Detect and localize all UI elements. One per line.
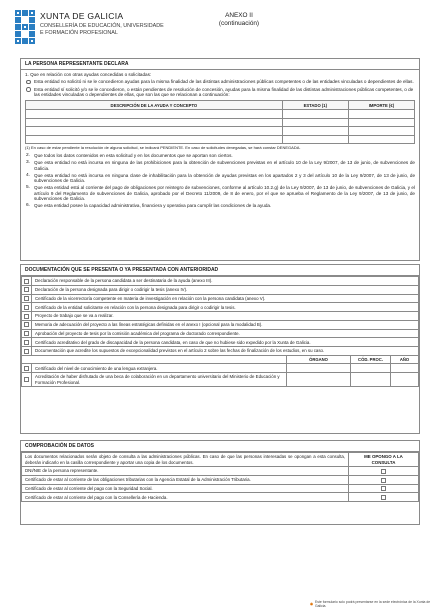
year-input[interactable] <box>391 364 419 373</box>
sede-icon: ◉ <box>310 602 313 607</box>
document-header <box>14 9 426 53</box>
aid-table <box>25 100 415 144</box>
radio-button[interactable] <box>26 80 31 85</box>
data-check-table <box>21 452 419 502</box>
doc-label: Memoria de adecuación del proyecto a las líneas estratégicas definidas en el anexo I (opcional para la modalidad B). <box>32 320 419 329</box>
declaration-item: 3. Que esta entidad no está incursa en ninguna de las prohibiciones para la obtención de subvenciones previstas en el artículo 10 de la Ley 9/2007, de 13 de junio, de subvenciones de Galicia. <box>26 159 415 171</box>
annex-title: ANEXO II <box>225 12 253 19</box>
aid-cell[interactable] <box>26 135 283 144</box>
aid-col-status: ESTADO (1) <box>282 101 348 110</box>
doc-label: Certificado acreditativo del grado de discapacidad de la persona candidata, en caso de que no hubiese sido expedido por la Xunta de Galicia. <box>32 338 419 347</box>
checkbox[interactable] <box>24 296 29 301</box>
aid-option-yes[interactable] <box>25 87 415 98</box>
oppose-checkbox-cell[interactable] <box>349 493 419 502</box>
oppose-checkbox-cell[interactable] <box>349 467 419 476</box>
org-department <box>40 23 210 37</box>
declaration-item: 4. Que esta entidad no está incursa en ninguna clase de inhabilitación para la obtención de ayudas previstas en los apartados 2 y 3 del artículo 10 de la Ley 9/2007, de 13 de junio, de subvenciones de Galicia. <box>26 172 415 184</box>
doc-label: Certificado de la vicerrectoría competente en materia de investigación en relación con la persona candidata (anexo V). <box>32 294 419 303</box>
doc-checkbox-cell[interactable] <box>22 312 32 321</box>
footer <box>310 600 434 608</box>
declaration-item: 2. Que todos los datos contenidos en esta solicitud y en los documentos que se aportan son ciertos. <box>26 152 233 158</box>
checkbox[interactable] <box>24 331 29 336</box>
doc-checkbox-cell[interactable] <box>22 373 32 387</box>
annex-subtitle: (continuación) <box>218 20 260 28</box>
footer-text: Este formulario solo podrá presentarse en la sede electrónica de la Xunta de Galicia. <box>314 600 431 609</box>
oppose-checkbox-cell[interactable] <box>349 484 419 493</box>
org-dept-line1: CONSELLERÍA DE EDUCACIÓN, UNIVERSIDADE <box>40 23 164 30</box>
proc-code-input[interactable] <box>351 364 391 373</box>
doc-checkbox-cell[interactable] <box>22 347 32 356</box>
aid-cell[interactable] <box>282 118 348 127</box>
oppose-checkbox-cell[interactable] <box>349 475 419 484</box>
doc-subheader-row <box>22 355 419 364</box>
checkbox[interactable] <box>24 279 29 284</box>
aid-cell[interactable] <box>282 127 348 136</box>
doc-label: Aprobación del proyecto de tesis por la comisión académica del programa de doctorado correspondiente. <box>32 329 419 338</box>
doc-row <box>22 303 419 312</box>
documentation-section <box>20 264 420 434</box>
data-check-label: DNI/NIE de la persona representante. <box>22 467 349 476</box>
checkbox[interactable] <box>24 287 29 292</box>
doc-checkbox-cell[interactable] <box>22 329 32 338</box>
declaration-section <box>20 58 420 261</box>
question-1: 1. Que en relación con otras ayudas concedidas o solicitadas: <box>25 72 152 78</box>
org-block <box>40 11 210 37</box>
aid-cell[interactable] <box>26 110 283 119</box>
organ-input[interactable] <box>287 373 351 387</box>
doc-label: Declaración de la persona designada para dirigir o codirigir la tesis (anexo IV). <box>32 285 419 294</box>
aid-cell[interactable] <box>348 127 414 136</box>
doc-row <box>22 373 419 387</box>
doc-row <box>22 294 419 303</box>
doc-row <box>22 338 419 347</box>
checkbox[interactable] <box>24 340 29 345</box>
aid-cell[interactable] <box>348 118 414 127</box>
aid-col-description: DESCRIPCIÓN DE LA AYUDA Y CONCEPTO <box>26 101 283 110</box>
checkbox[interactable] <box>381 495 386 500</box>
doc-row <box>22 364 419 373</box>
doc-checkbox-cell[interactable] <box>22 277 32 286</box>
doc-checkbox-cell[interactable] <box>22 338 32 347</box>
xunta-cross-icon <box>14 9 36 49</box>
doc-label: Certificado de la entidad solicitante en relación con la persona designada para dirigir o codirigir la tesis. <box>32 303 419 312</box>
checkbox[interactable] <box>24 314 29 319</box>
data-check-row <box>22 484 419 493</box>
data-check-label: Certificado de estar al corriente del pago con la Consellería de Hacienda. <box>22 493 349 502</box>
aid-cell[interactable] <box>282 110 348 119</box>
checkbox[interactable] <box>24 349 29 354</box>
checkbox[interactable] <box>24 377 29 382</box>
aid-row <box>26 127 415 136</box>
documentation-table <box>21 276 419 387</box>
data-check-label: Certificado de estar al corriente de las obligaciones tributarias con la Agencia Estatal de la Administración Tributaria. <box>22 475 349 484</box>
declaration-item: 6. Que esta entidad posee la capacidad administrativa, financiera y operativa para cumplir las condiciones de la ayuda. <box>26 203 272 209</box>
col-proc-code: CÓD. PROC. <box>351 355 391 364</box>
oppose-header: ME OPONGO A LA CONSULTA <box>349 453 419 467</box>
org-dept-line2: E FORMACIÓN PROFESIONAL <box>40 30 118 37</box>
documentation-title: DOCUMENTACIÓN QUE SE PRESENTA O YA PRESENTADA CON ANTERIORIDAD <box>21 265 419 276</box>
aid-option-no[interactable] <box>25 79 415 85</box>
aid-col-amount: IMPORTE (€) <box>348 101 414 110</box>
aid-option-no-label: Esta entidad no solicitó ni se le concedieron ayudas para la misma finalidad de las distintas administraciones públicas competentes o de las entidades vinculadas o dependientes de ellas. <box>34 79 414 85</box>
aid-note: (1) En caso de estar pendiente la resolución de alguna solicitud, se indicará PENDIENTE. En caso de solicitudes denegadas, se hará constar DENEGADA. <box>25 145 301 151</box>
doc-row <box>22 312 419 321</box>
xunta-logo <box>14 9 36 49</box>
declaration-item: 5. Que esta entidad está al corriente del pago de obligaciones por reintegro de subvenciones, conforme al artículo 10.2.g) de la Ley 9/2007, de 13 de junio, de subvenciones de Galicia, y el artículo 9 del Reglamento de subvenciones de Galicia, aprobado por el Decreto 11/2009, de 8 de enero, por el que se aprueba el Reglamento de la Ley 9/2007, de 13 de junio, de subvenciones de Galicia. <box>26 185 415 202</box>
organ-input[interactable] <box>287 364 351 373</box>
aid-cell[interactable] <box>348 135 414 144</box>
doc-row <box>22 285 419 294</box>
doc-checkbox-cell[interactable] <box>22 364 32 373</box>
data-check-intro: Los documentos relacionados serán objeto de consulta a las administraciones públicas. En caso de que las personas interesadas se opongan a esta consulta, deberán indicarlo en la casilla correspondiente y aportar una copia de los documentos. <box>22 453 349 467</box>
data-check-section <box>20 440 420 525</box>
proc-code-input[interactable] <box>351 373 391 387</box>
doc-row <box>22 277 419 286</box>
aid-cell[interactable] <box>348 110 414 119</box>
aid-row <box>26 110 415 119</box>
doc-row <box>22 347 419 356</box>
aid-cell[interactable] <box>282 135 348 144</box>
doc-label: Proyecto de trabajo que se va a realizar. <box>32 312 419 321</box>
checkbox[interactable] <box>381 469 386 474</box>
declaration-title: LA PERSONA REPRESENTANTE DECLARA <box>21 59 419 70</box>
data-check-row <box>22 475 419 484</box>
doc-checkbox-cell[interactable] <box>22 303 32 312</box>
checkbox[interactable] <box>24 305 29 310</box>
data-check-title: COMPROBACIÓN DE DATOS <box>21 441 419 452</box>
col-organ: ÓRGANO <box>287 355 351 364</box>
col-year: AÑO <box>391 355 419 364</box>
doc-label: Certificado del nivel de conocimiento de una lengua extranjera. <box>32 364 287 373</box>
checkbox[interactable] <box>381 478 386 483</box>
doc-label: Declaración responsable de la persona candidata a ser destinataria de la ayuda (anexo III). <box>32 277 419 286</box>
radio-button[interactable] <box>26 87 31 92</box>
doc-label: Acreditación de haber disfrutado de una beca de colaboración en un departamento universitario del Ministerio de Educación y Formación Profesional. <box>32 373 287 387</box>
data-check-row <box>22 467 419 476</box>
doc-label: Documentación que acredite los supuestos de excepcionalidad previstos en el artículo 2 sobre las fechas de finalización de los estudios, en su caso. <box>32 347 419 356</box>
doc-checkbox-cell[interactable] <box>22 320 32 329</box>
doc-row <box>22 320 419 329</box>
doc-checkbox-cell[interactable] <box>22 285 32 294</box>
aid-cell[interactable] <box>26 127 283 136</box>
aid-cell[interactable] <box>26 118 283 127</box>
doc-row <box>22 329 419 338</box>
year-input[interactable] <box>391 373 419 387</box>
checkbox[interactable] <box>24 366 29 371</box>
aid-row <box>26 135 415 144</box>
doc-checkbox-cell[interactable] <box>22 294 32 303</box>
aid-option-yes-label: Esta entidad sí solicitó y/o se le concedieron, o están pendientes de resolución de concesión, ayudas para la misma finalidad de las distintas administraciones públicas competentes, o de las entidades vinculadas o dependientes de ellas, que son las que se relacionan a continuación: <box>34 86 414 98</box>
checkbox[interactable] <box>381 486 386 491</box>
data-check-row <box>22 493 419 502</box>
org-name: XUNTA DE GALICIA <box>40 11 124 21</box>
annex-label <box>204 12 274 29</box>
checkbox[interactable] <box>24 322 29 327</box>
data-check-label: Certificado de estar al corriente del pago con la Seguridad Social. <box>22 484 349 493</box>
aid-row <box>26 118 415 127</box>
